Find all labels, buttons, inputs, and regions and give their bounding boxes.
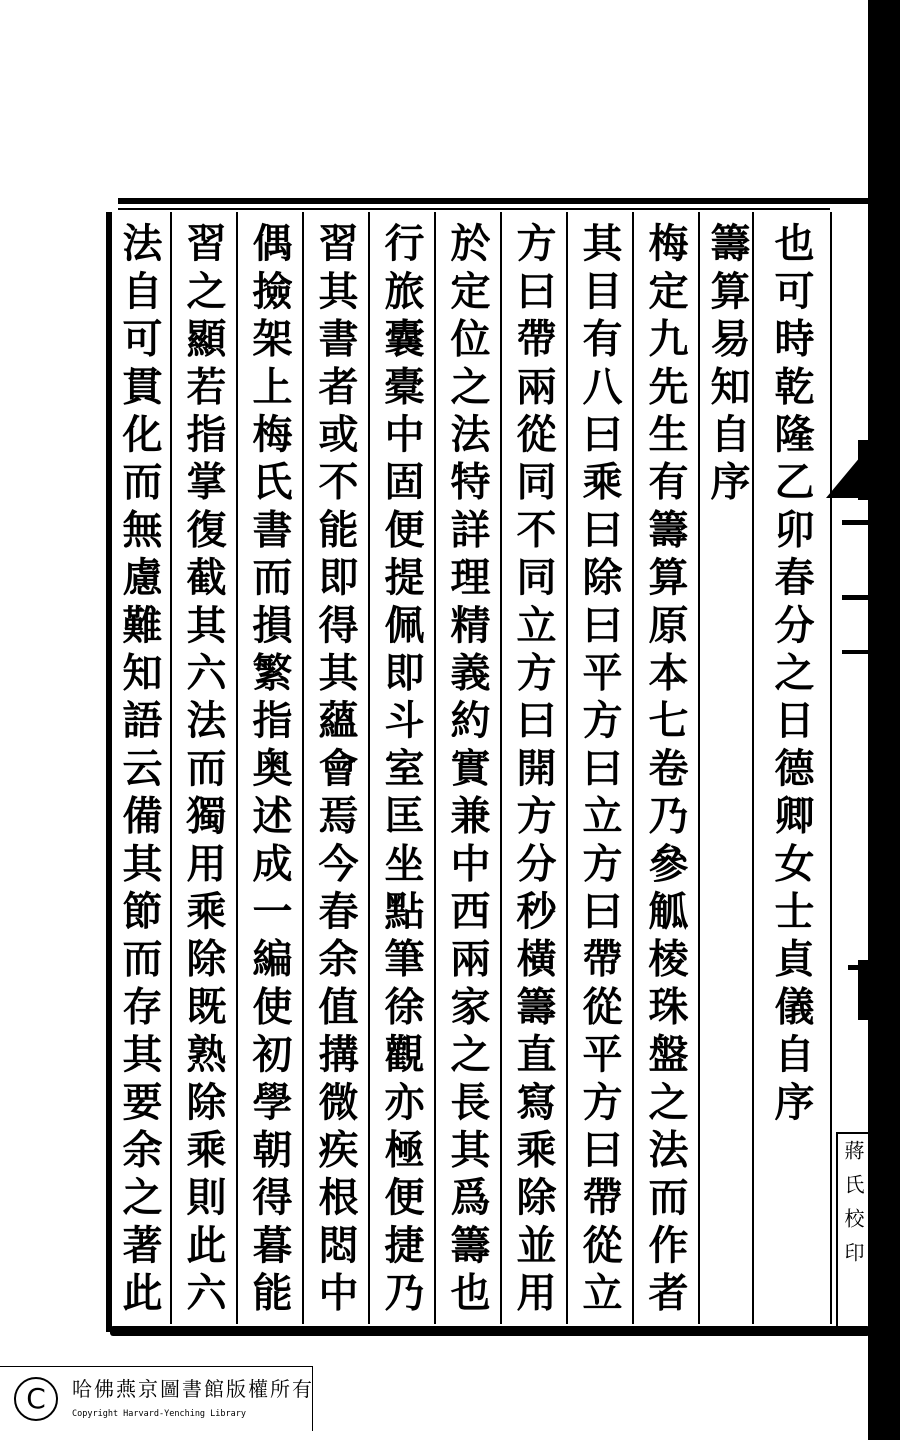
text-column-4 — [570, 214, 628, 1324]
column-text: 法自可貫化而無慮難知語云備其節而存其要余之著此 — [116, 222, 163, 1320]
fold-fish-tail — [826, 450, 866, 498]
fold-mark-stroke — [842, 520, 870, 525]
page-edge-shadow — [868, 0, 900, 1440]
column-separator — [632, 212, 634, 1324]
copyright-stamp — [0, 1366, 313, 1431]
fold-mark-stroke — [848, 965, 870, 970]
column-separator — [170, 212, 172, 1324]
text-column-5 — [504, 214, 562, 1324]
column-separator — [368, 212, 370, 1324]
column-separator — [434, 212, 436, 1324]
column-separator — [500, 212, 502, 1324]
column-text: 籌算易知自序 — [704, 222, 751, 509]
copyright-english: Copyright Harvard-Yenching Library — [72, 1409, 246, 1419]
column-text: 方曰帶兩從同不同立方曰開方分秒橫籌直寫乘除並用 — [510, 222, 557, 1320]
text-column-2 — [698, 214, 756, 1324]
column-separator — [236, 212, 238, 1324]
column-text: 偶撿架上梅氏書而損繁指奥述成一編使初學朝得暮能 — [246, 222, 293, 1320]
column-text: 行旅囊橐中固便提佩即斗室匡坐點筆徐觀亦極便捷乃 — [378, 222, 425, 1320]
column-separator — [566, 212, 568, 1324]
text-column-10 — [174, 214, 232, 1324]
text-column-8 — [306, 214, 364, 1324]
column-text: 於定位之法特詳理精義約實兼中西兩家之長其爲籌也 — [444, 222, 491, 1320]
fold-label: 蔣氏校印 — [841, 1140, 865, 1276]
top-frame-rule — [118, 198, 870, 204]
column-separator — [830, 212, 832, 1324]
fold-mark-stroke — [842, 650, 870, 654]
column-text: 也可時乾隆乙卯春分之日德卿女士貞儀自序 — [768, 222, 815, 1129]
fold-mark-stroke — [842, 595, 870, 600]
column-text: 其目有八曰乘曰除曰平方曰立方曰帶從平方曰帶從立 — [576, 222, 623, 1320]
column-text: 習之顯若指掌復截其六法而獨用乘除既熟除乘則此六 — [180, 222, 227, 1320]
text-column-3 — [636, 214, 694, 1324]
text-column-6 — [438, 214, 496, 1324]
text-column-9 — [240, 214, 298, 1324]
bottom-frame-rule — [110, 1326, 870, 1336]
copyright-icon: C — [14, 1377, 58, 1421]
copyright-chinese: 哈佛燕京圖書館版權所有 — [72, 1377, 314, 1401]
text-column-11 — [110, 214, 168, 1324]
column-text: 習其書者或不能即得其蘊會焉今春余值搆微疾根悶中 — [312, 222, 359, 1320]
text-column-1 — [762, 214, 820, 1324]
text-column-7 — [372, 214, 430, 1324]
column-separator — [302, 212, 304, 1324]
top-frame-thin-rule — [118, 208, 830, 210]
column-text: 梅定九先生有籌算原本七卷乃參觚棱珠盤之法而作者 — [642, 222, 689, 1320]
